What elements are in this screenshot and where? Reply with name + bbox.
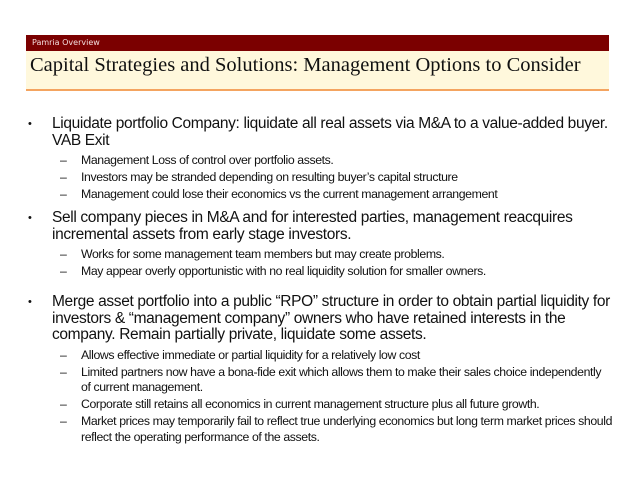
sub-item	[52, 153, 612, 169]
dash-marker: –	[60, 397, 67, 411]
title-band	[26, 51, 609, 91]
sub-item	[52, 397, 612, 413]
sub-list	[52, 247, 612, 280]
sub-list	[52, 348, 612, 446]
bullet-text: Merge asset portfolio into a public “RPO” structure in order to obtain partial liquidity for investors & “management company” owners who have retained interests in the company. Remain partially private, liquidate some assets.	[52, 293, 610, 343]
sub-text: Management could lose their economics vs the current management arrangement	[81, 187, 498, 201]
bullet-item	[28, 293, 613, 461]
sub-item	[52, 365, 612, 396]
sub-text: Works for some management team members but may create problems.	[81, 247, 445, 261]
dash-marker: –	[60, 364, 67, 379]
sub-item	[52, 264, 612, 280]
bullet-marker: •	[28, 296, 32, 308]
bullet-item	[28, 209, 612, 295]
sub-text: Limited partners now have a bona-fide exit which allows them to make their sales choice independently of current management.	[81, 364, 602, 394]
bullet-text: Sell company pieces in M&A and for interested parties, management reacquires incremental assets from early stage investors.	[52, 209, 573, 243]
dash-marker: –	[60, 187, 67, 201]
sub-text: May appear overly opportunistic with no real liquidity solution for smaller owners.	[81, 264, 486, 278]
sub-item	[52, 247, 612, 263]
dash-marker: –	[60, 247, 67, 261]
sub-text: Allows effective immediate or partial liquidity for a relatively low cost	[81, 347, 420, 362]
bullet-marker: •	[28, 212, 32, 224]
sub-text: Investors may be stranded depending on resulting buyer’s capital structure	[81, 170, 458, 184]
dash-marker: –	[60, 170, 67, 184]
dash-marker: –	[60, 153, 67, 167]
section-label: Pamria Overview	[26, 35, 609, 51]
sub-list	[52, 153, 612, 203]
sub-item	[52, 170, 612, 186]
dash-marker: –	[60, 264, 67, 278]
slide-title: Capital Strategies and Solutions: Management Options to Consider	[30, 54, 581, 76]
dash-marker: –	[60, 414, 67, 428]
bullet-marker: •	[28, 118, 32, 130]
slide-header	[26, 35, 609, 91]
bullet-item	[28, 115, 612, 218]
sub-text: Market prices may temporarily fail to reflect true underlying economics but long term market prices should reflect the operating performance of the assets.	[81, 414, 613, 444]
sub-text: Corporate still retains all economics in current management structure plus all future growth.	[81, 397, 540, 411]
sub-item	[52, 414, 612, 445]
sub-text: Management Loss of control over portfolio assets.	[81, 153, 334, 167]
bullet-text: Liquidate portfolio Company: liquidate all real assets via M&A to a value-added buyer. VAB Exit	[52, 115, 608, 149]
dash-marker: –	[60, 347, 67, 362]
sub-item	[52, 348, 612, 364]
sub-item	[52, 187, 612, 203]
